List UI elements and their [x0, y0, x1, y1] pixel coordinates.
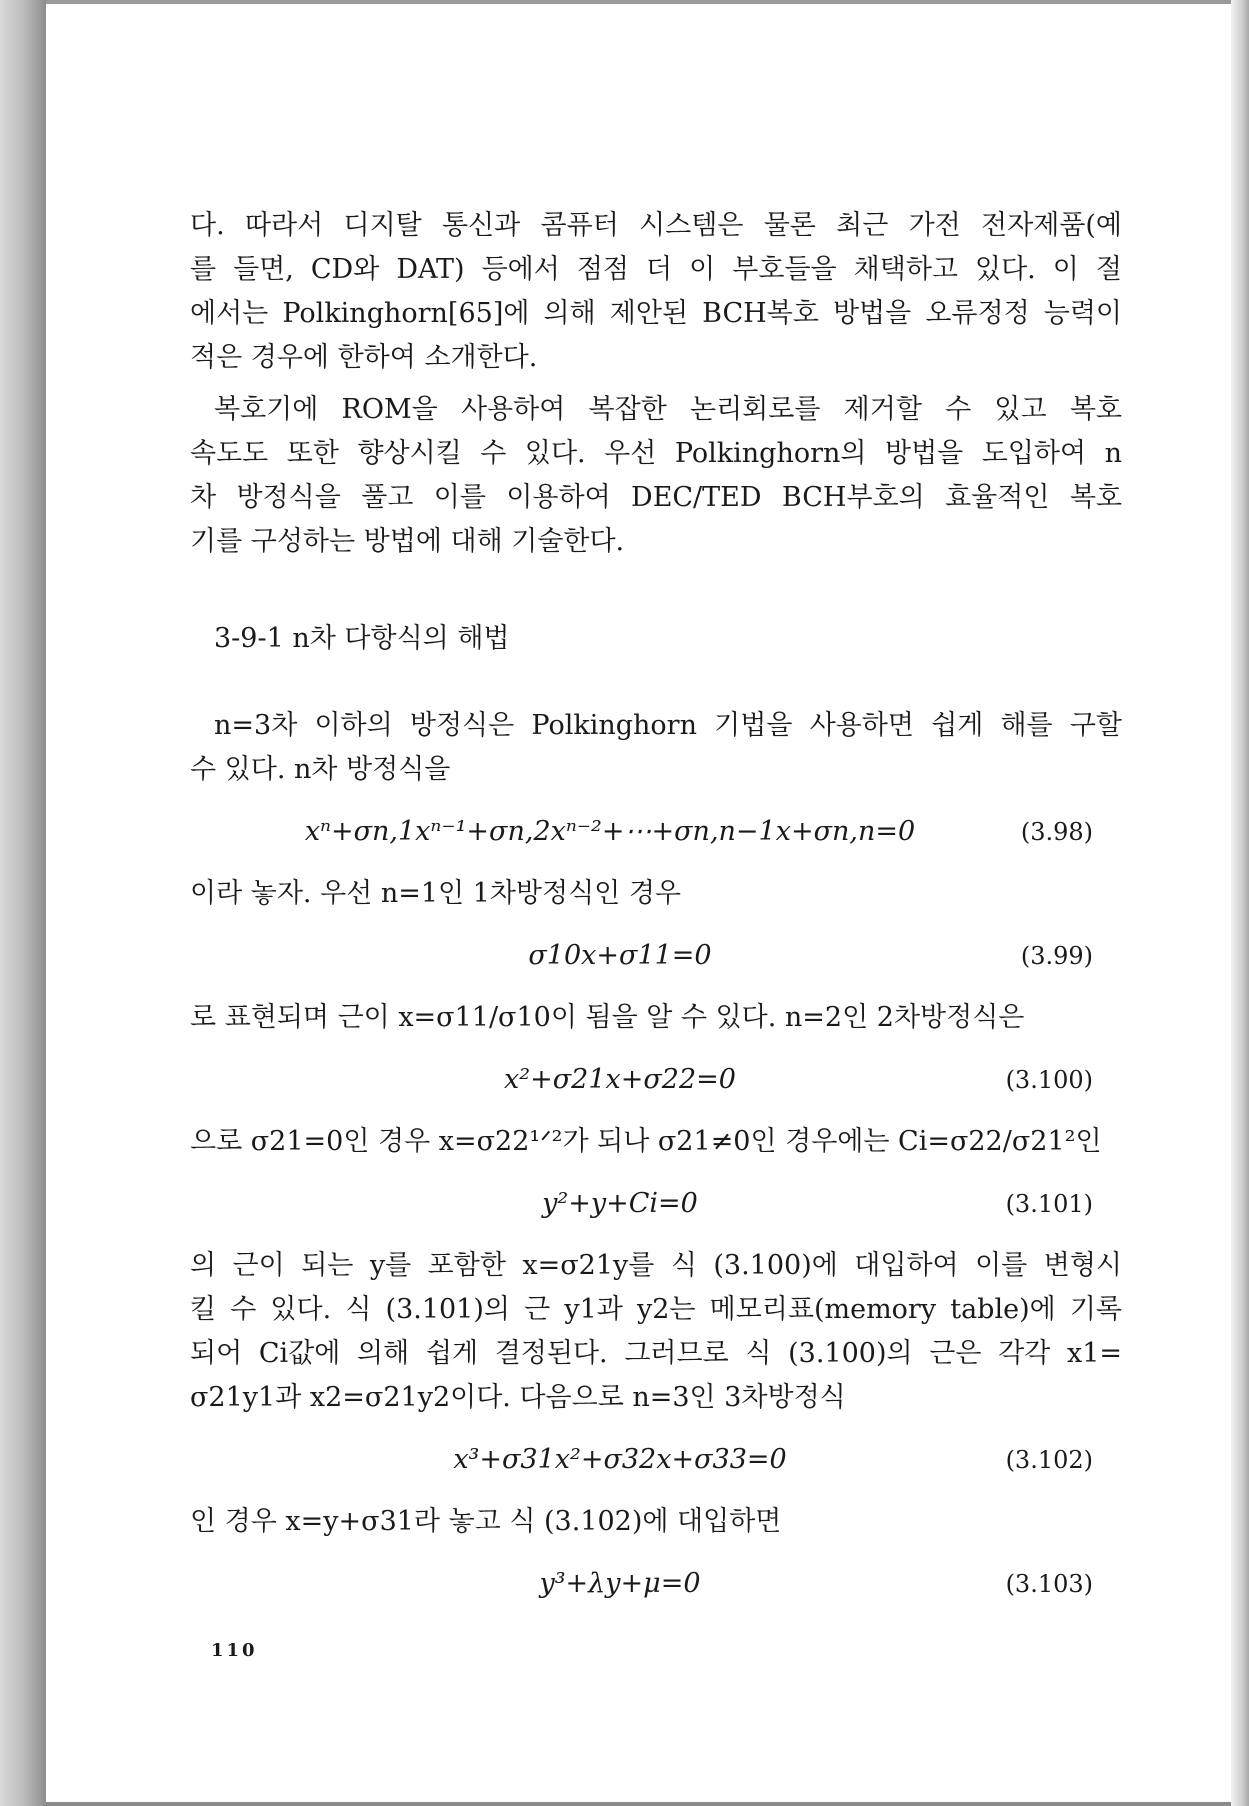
equation-number-3-100: (3.100) — [1005, 1066, 1093, 1094]
paragraph4-line-1: 의 근이 되는 y를 포함한 x=σ21y를 식 (3.100)에 대입하여 이를 변형시 — [190, 1250, 1122, 1281]
paragraph4-line-3: 되어 Ci값에 의해 쉽게 결정된다. 그러므로 식 (3.100)의 근은 각각 x1= — [190, 1338, 1122, 1369]
paragraph4-line-2: 킬 수 있다. 식 (3.101)의 근 y1과 y2는 메모리표(memory table)에 기록 — [190, 1294, 1122, 1325]
text-after-eq-3-102: 인 경우 x=y+σ31라 놓고 식 (3.102)에 대입하면 — [190, 1506, 782, 1537]
book-top-edge — [46, 0, 1231, 4]
text-after-eq-3-98: 이라 놓자. 우선 n=1인 1차방정식인 경우 — [190, 878, 682, 909]
paragraph3-line-1: n=3차 이하의 방정식은 Polkinghorn 기법을 사용하면 쉽게 해를 구할 — [214, 710, 1122, 741]
book-bottom-edge — [46, 1802, 1231, 1806]
equation-number-3-103: (3.103) — [1005, 1570, 1093, 1598]
book-right-edge — [1231, 0, 1249, 1806]
paragraph1-line-2: 를 들면, CD와 DAT) 등에서 점점 더 이 부호들을 채택하고 있다. 이 절 — [190, 254, 1122, 285]
paragraph1-line-1: 다. 따라서 디지탈 통신과 콤퓨터 시스템은 물론 최근 가전 전자제품(예 — [190, 210, 1122, 241]
equation-3-100: x²+σ21x+σ22=0 — [504, 1064, 736, 1095]
section-heading: 3-9-1 n차 다항식의 해법 — [214, 623, 510, 654]
text-after-eq-3-99: 로 표현되며 근이 x=σ11/σ10이 됨을 알 수 있다. n=2인 2차방정식은 — [190, 1002, 1025, 1033]
equation-number-3-98: (3.98) — [1020, 818, 1093, 846]
equation-number-3-101: (3.101) — [1005, 1190, 1093, 1218]
text-after-eq-3-100: 으로 σ21=0인 경우 x=σ22¹ᐟ²가 되나 σ21≠0인 경우에는 Ci=σ22/σ21²인 — [190, 1126, 1102, 1157]
paragraph2-line-1: 복호기에 ROM을 사용하여 복잡한 논리회로를 제거할 수 있고 복호 — [214, 394, 1122, 425]
equation-3-98: xⁿ+σn,1xⁿ⁻¹+σn,2xⁿ⁻²+⋯+σn,n−1x+σn,n=0 — [304, 816, 916, 847]
equation-3-102: x³+σ31x²+σ32x+σ33=0 — [453, 1444, 787, 1475]
book-left-edge — [0, 0, 46, 1806]
equation-3-99: σ10x+σ11=0 — [528, 940, 712, 971]
paragraph2-line-4: 기를 구성하는 방법에 대해 기술한다. — [190, 526, 625, 557]
paragraph3-line-2: 수 있다. n차 방정식을 — [190, 754, 451, 785]
paragraph4-line-4: σ21y1과 x2=σ21y2이다. 다음으로 n=3인 3차방정식 — [190, 1382, 846, 1413]
paragraph1-line-4: 적은 경우에 한하여 소개한다. — [190, 342, 538, 373]
page-number: 110 — [211, 1640, 258, 1661]
equation-3-101: y²+y+Ci=0 — [542, 1188, 698, 1219]
paragraph1-line-3: 에서는 Polkinghorn[65]에 의해 제안된 BCH복호 방법을 오류정정 능력이 — [190, 298, 1122, 329]
equation-number-3-99: (3.99) — [1020, 942, 1093, 970]
paragraph2-line-3: 차 방정식을 풀고 이를 이용하여 DEC/TED BCH부호의 효율적인 복호 — [190, 482, 1122, 513]
paragraph2-line-2: 속도도 또한 향상시킬 수 있다. 우선 Polkinghorn의 방법을 도입하여 n — [190, 438, 1122, 469]
equation-number-3-102: (3.102) — [1005, 1446, 1093, 1474]
equation-3-103: y³+λy+μ=0 — [539, 1568, 701, 1599]
